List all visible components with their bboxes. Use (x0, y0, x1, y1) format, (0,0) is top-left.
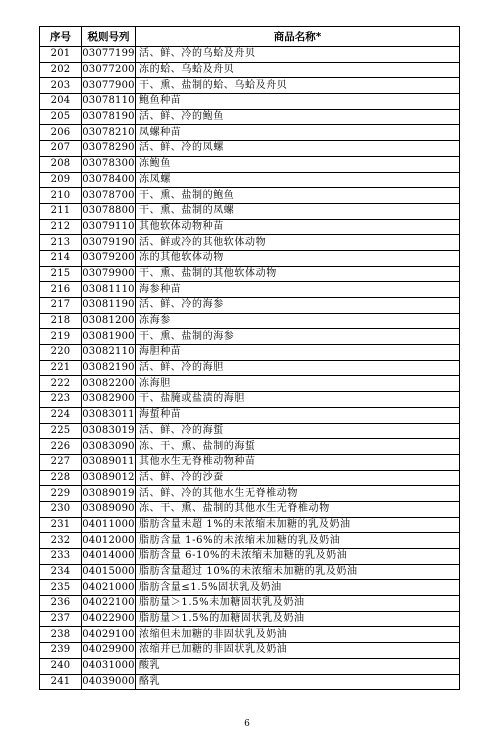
row-seq: 239 (40, 643, 82, 659)
row-code: 04031000 (82, 658, 136, 674)
row-name: 干、熏、盐制的蛤、乌蛤及舟贝 (136, 78, 460, 94)
table-row (40, 611, 460, 627)
row-code: 04014000 (82, 549, 136, 565)
row-code: 03078290 (82, 141, 136, 157)
table-row (40, 266, 460, 282)
table-row (40, 250, 460, 266)
row-seq: 213 (40, 235, 82, 251)
row-seq: 209 (40, 172, 82, 188)
page-number: 6 (244, 719, 250, 729)
table-row (40, 407, 460, 423)
table-row (40, 580, 460, 596)
table-row (40, 282, 460, 298)
row-code: 03079200 (82, 250, 136, 266)
row-name: 脂肪含量 1-6%的未浓缩未加糖的乳及奶油 (136, 533, 460, 549)
row-code: 03082110 (82, 345, 136, 361)
row-name: 脂肪含量未超 1%的未浓缩未加糖的乳及奶油 (136, 517, 460, 533)
row-code: 03078190 (82, 109, 136, 125)
row-seq: 206 (40, 125, 82, 141)
row-name: 凤螺种苗 (136, 125, 460, 141)
row-code: 04039000 (82, 674, 136, 690)
row-seq: 219 (40, 329, 82, 345)
row-seq: 230 (40, 501, 82, 517)
row-seq: 221 (40, 360, 82, 376)
row-seq: 204 (40, 94, 82, 110)
row-code: 03081200 (82, 313, 136, 329)
row-name: 脂肪量＞1.5%未加糖固状乳及奶油 (136, 596, 460, 612)
row-seq: 228 (40, 470, 82, 486)
table-row (40, 486, 460, 502)
table-row (40, 172, 460, 188)
table-row (40, 188, 460, 204)
row-seq: 210 (40, 188, 82, 204)
table-row (40, 62, 460, 78)
row-name: 活、鲜、冷的鲍鱼 (136, 109, 460, 125)
row-name: 活、鲜、冷的凤螺 (136, 141, 460, 157)
row-name: 活、鲜或冷的其他软体动物 (136, 235, 460, 251)
row-seq: 203 (40, 78, 82, 94)
row-seq: 225 (40, 423, 82, 439)
row-seq: 216 (40, 282, 82, 298)
row-name: 活、鲜、冷的沙蚕 (136, 470, 460, 486)
row-code: 03082190 (82, 360, 136, 376)
row-name: 干、熏、盐制的其他软体动物 (136, 266, 460, 282)
row-code: 03078800 (82, 203, 136, 219)
row-code: 03089012 (82, 470, 136, 486)
row-name: 冻凤螺 (136, 172, 460, 188)
row-code: 03078700 (82, 188, 136, 204)
row-seq: 223 (40, 392, 82, 408)
row-code: 03083011 (82, 407, 136, 423)
row-seq: 217 (40, 298, 82, 314)
row-name: 脂肪含量≤1.5%固状乳及奶油 (136, 580, 460, 596)
row-seq: 232 (40, 533, 82, 549)
table-row (40, 298, 460, 314)
row-seq: 218 (40, 313, 82, 329)
row-code: 03078400 (82, 172, 136, 188)
row-code: 03077200 (82, 62, 136, 78)
row-code: 03083090 (82, 439, 136, 455)
row-name: 酸乳 (136, 658, 460, 674)
row-code: 03081190 (82, 298, 136, 314)
row-code: 03079900 (82, 266, 136, 282)
row-name: 脂肪含量超过 10%的未浓缩未加糖的乳及奶油 (136, 564, 460, 580)
row-code: 03077900 (82, 78, 136, 94)
table-row (40, 313, 460, 329)
row-code: 03082200 (82, 376, 136, 392)
row-name: 冻的蛤、乌蛤及舟贝 (136, 62, 460, 78)
row-code: 04022100 (82, 596, 136, 612)
table-row (40, 549, 460, 565)
row-name: 活、鲜、冷的其他水生无脊椎动物 (136, 486, 460, 502)
row-code: 03077199 (82, 47, 136, 63)
row-name: 其他水生无脊椎动物种苗 (136, 454, 460, 470)
row-name: 活、鲜、冷的海胆 (136, 360, 460, 376)
header-code: 税则号列 (82, 27, 136, 47)
row-code: 03081110 (82, 282, 136, 298)
table-row (40, 235, 460, 251)
row-code: 03079190 (82, 235, 136, 251)
row-name: 冻、干、熏、盐制的海蜇 (136, 439, 460, 455)
row-code: 04021000 (82, 580, 136, 596)
row-name: 酪乳 (136, 674, 460, 690)
row-name: 脂肪量＞1.5%的加糖固状乳及奶油 (136, 611, 460, 627)
row-name: 海参种苗 (136, 282, 460, 298)
table-row (40, 109, 460, 125)
row-name: 活、鲜、冷的乌蛤及舟贝 (136, 47, 460, 63)
row-name: 冻的其他软体动物 (136, 250, 460, 266)
row-code: 03089090 (82, 501, 136, 517)
row-seq: 231 (40, 517, 82, 533)
row-seq: 237 (40, 611, 82, 627)
row-name: 脂肪含量 6-10%的未浓缩未加糖的乳及奶油 (136, 549, 460, 565)
row-name: 浓缩并已加糖的非固状乳及奶油 (136, 643, 460, 659)
table-row (40, 627, 460, 643)
row-name: 浓缩但未加糖的非固状乳及奶油 (136, 627, 460, 643)
row-seq: 207 (40, 141, 82, 157)
header-seq: 序号 (40, 27, 82, 47)
table-row (40, 392, 460, 408)
table-row (40, 470, 460, 486)
row-code: 03081900 (82, 329, 136, 345)
row-code: 03083019 (82, 423, 136, 439)
row-name: 冻、干、熏、盐制的其他水生无脊椎动物 (136, 501, 460, 517)
row-seq: 227 (40, 454, 82, 470)
row-code: 03082900 (82, 392, 136, 408)
row-seq: 241 (40, 674, 82, 690)
row-seq: 208 (40, 156, 82, 172)
table-row (40, 439, 460, 455)
row-seq: 220 (40, 345, 82, 361)
table-row (40, 454, 460, 470)
row-seq: 240 (40, 658, 82, 674)
row-name: 海蜇种苗 (136, 407, 460, 423)
row-code: 04011000 (82, 517, 136, 533)
row-name: 干、盐腌或盐渍的海胆 (136, 392, 460, 408)
table-header-row (40, 27, 460, 47)
row-seq: 234 (40, 564, 82, 580)
row-seq: 224 (40, 407, 82, 423)
table-row (40, 219, 460, 235)
row-name: 其他软体动物种苗 (136, 219, 460, 235)
row-code: 03078300 (82, 156, 136, 172)
row-code: 04029900 (82, 643, 136, 659)
table-row (40, 156, 460, 172)
row-name: 活、鲜、冷的海参 (136, 298, 460, 314)
row-name: 冻鲍鱼 (136, 156, 460, 172)
row-name: 活、鲜、冷的海蜇 (136, 423, 460, 439)
table-row (40, 329, 460, 345)
table-row (40, 376, 460, 392)
row-name: 冻海胆 (136, 376, 460, 392)
row-code: 03078210 (82, 125, 136, 141)
table-row (40, 360, 460, 376)
row-code: 04012000 (82, 533, 136, 549)
table-row (40, 423, 460, 439)
row-seq: 235 (40, 580, 82, 596)
row-seq: 222 (40, 376, 82, 392)
row-seq: 233 (40, 549, 82, 565)
table-row (40, 47, 460, 63)
row-code: 03089011 (82, 454, 136, 470)
row-code: 04015000 (82, 564, 136, 580)
table-row (40, 501, 460, 517)
row-seq: 229 (40, 486, 82, 502)
row-seq: 215 (40, 266, 82, 282)
row-name: 冻海参 (136, 313, 460, 329)
table-row (40, 564, 460, 580)
table-row (40, 345, 460, 361)
header-name: 商品名称* (136, 27, 460, 47)
row-seq: 214 (40, 250, 82, 266)
table-row (40, 94, 460, 110)
row-seq: 201 (40, 47, 82, 63)
table-row (40, 596, 460, 612)
table-row (40, 643, 460, 659)
row-code: 03079110 (82, 219, 136, 235)
table-row (40, 674, 460, 690)
table-row (40, 203, 460, 219)
table-row (40, 533, 460, 549)
table-row (40, 78, 460, 94)
row-seq: 202 (40, 62, 82, 78)
row-code: 04029100 (82, 627, 136, 643)
table-row (40, 658, 460, 674)
tariff-table (39, 26, 460, 690)
row-seq: 238 (40, 627, 82, 643)
table-body (40, 47, 460, 690)
row-name: 干、熏、盐制的鲍鱼 (136, 188, 460, 204)
row-seq: 236 (40, 596, 82, 612)
row-name: 干、熏、盐制的海参 (136, 329, 460, 345)
row-name: 干、熏、盐制的凤螺 (136, 203, 460, 219)
row-seq: 205 (40, 109, 82, 125)
tariff-table-container (39, 26, 459, 690)
table-row (40, 125, 460, 141)
row-seq: 211 (40, 203, 82, 219)
table-row (40, 517, 460, 533)
row-code: 03078110 (82, 94, 136, 110)
row-code: 03089019 (82, 486, 136, 502)
row-name: 海胆种苗 (136, 345, 460, 361)
table-row (40, 141, 460, 157)
row-name: 鲍鱼种苗 (136, 94, 460, 110)
row-code: 04022900 (82, 611, 136, 627)
row-seq: 226 (40, 439, 82, 455)
row-seq: 212 (40, 219, 82, 235)
